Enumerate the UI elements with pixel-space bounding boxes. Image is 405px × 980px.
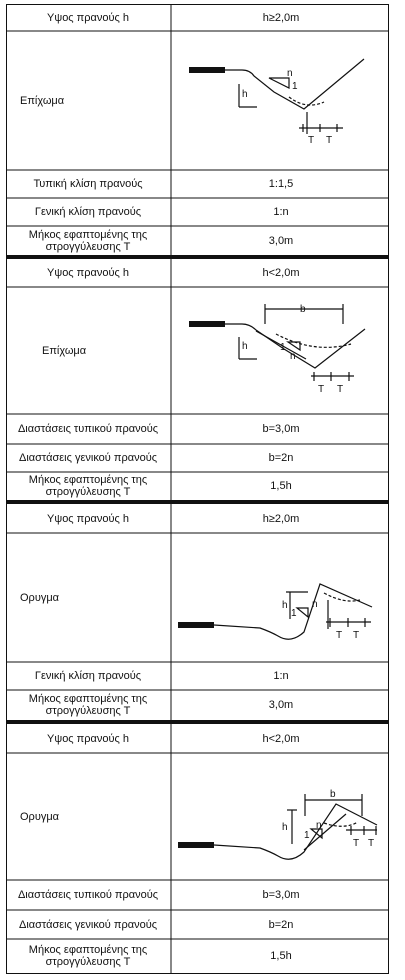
row-value: 1:n (273, 206, 289, 218)
section-type-label: Ορυγμα (20, 810, 60, 823)
label-T: T (308, 135, 315, 146)
row-value: b=2n (268, 452, 294, 464)
row-label: Διαστάσεις γενικού πρανούς (18, 452, 158, 464)
row-value: 1,5h (270, 950, 292, 962)
label-n: n (290, 351, 296, 362)
label-T: T (336, 630, 343, 641)
slope-specification-table (6, 4, 389, 974)
cut-diagram-1 (178, 584, 372, 639)
label-one: 1 (280, 342, 286, 353)
label-T: T (368, 838, 375, 849)
row-value: 1,5h (270, 480, 292, 492)
row-value: h≥2,0m (262, 512, 300, 525)
label-T: T (353, 630, 360, 641)
row-value: 1:1,5 (268, 178, 294, 190)
row-label: Διαστάσεις γενικού πρανούς (18, 918, 158, 931)
row-label: Υψος πρανούς h (47, 512, 129, 525)
row-value: h<2,0m (262, 267, 300, 279)
section-type-label: Ορυγμα (20, 591, 60, 604)
row-value: h<2,0m (262, 732, 300, 745)
section-type-label: Επίχωμα (20, 94, 65, 107)
row-label: Γενική κλίση πρανούς (34, 206, 142, 218)
row-label: Διαστάσεις τυπικού πρανούς (17, 889, 159, 901)
row-label: Υψος πρανούς h (47, 267, 129, 279)
label-n: n (316, 820, 322, 831)
row-label: Γενική κλίση πρανούς (34, 670, 142, 682)
label-one: 1 (304, 830, 310, 841)
label-T: T (337, 384, 344, 395)
label-b: b (300, 304, 306, 315)
row-label: Υψος πρανούς h (47, 12, 129, 24)
label-h: h (242, 341, 248, 352)
row-label: Μήκος εφαπτομένης της στρογγύλευσης Τ (28, 474, 148, 498)
row-label: Υψος πρανούς h (47, 732, 129, 745)
row-value: h≥2,0m (262, 12, 300, 24)
embankment-diagram-2 (189, 304, 365, 381)
row-label: Μήκος εφαπτομένης της στρογγύλευσης Τ (28, 944, 148, 968)
row-value: b=2n (268, 918, 294, 931)
row-value: 3,0m (268, 699, 294, 711)
label-n: n (287, 68, 293, 79)
label-one: 1 (292, 81, 298, 92)
embankment-diagram-1 (189, 59, 364, 134)
label-h: h (282, 822, 288, 833)
label-n: n (312, 599, 318, 610)
label-h: h (282, 600, 288, 611)
row-label: Μήκος εφαπτομένης της στρογγύλευσης Τ (28, 693, 148, 717)
row-value: 1:n (273, 670, 289, 682)
label-b: b (330, 789, 336, 800)
row-label: Τυπική κλίση πρανούς (33, 178, 143, 190)
section-type-label: Επίχωμα (42, 344, 87, 357)
row-label: Μήκος εφαπτομένης της στρογγύλευσης Τ (28, 228, 148, 253)
cut-diagram-2 (178, 794, 377, 859)
label-h: h (242, 89, 248, 100)
label-T: T (353, 838, 360, 849)
label-T: T (318, 384, 325, 395)
row-value: 3,0m (268, 234, 294, 247)
label-one: 1 (291, 608, 297, 619)
row-value: b=3,0m (262, 889, 300, 901)
row-value: b=3,0m (262, 423, 300, 435)
label-T: T (326, 135, 333, 146)
row-label: Διαστάσεις τυπικού πρανούς (17, 423, 159, 435)
